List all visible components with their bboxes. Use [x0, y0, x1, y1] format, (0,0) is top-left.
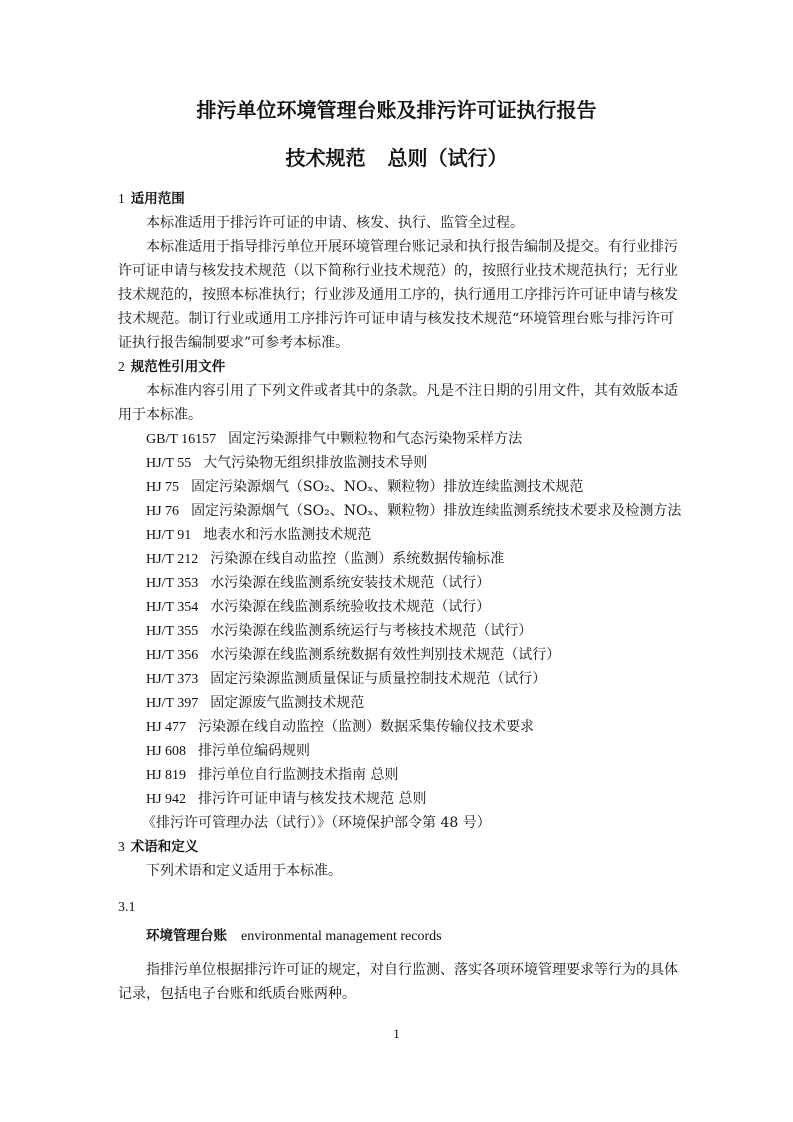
reference-title: 水污染源在线监测系统验收技术规范（试行）: [210, 599, 491, 615]
text-line: 用于本标准。: [118, 407, 202, 423]
reference-title: 地表水和污水监测技术规范: [203, 527, 372, 543]
s1-paragraph-1: [118, 211, 674, 235]
section-title: 术语和定义: [130, 839, 199, 855]
reference-code: HJ 75: [146, 480, 180, 495]
reference-item: [118, 643, 674, 667]
section-1-heading: [118, 187, 674, 211]
text-line: 本标准适用于排污许可证的申请、核发、执行、监管全过程。: [146, 215, 524, 231]
term-definition: [118, 958, 678, 1006]
document-title-line-1: 排污单位环境管理台账及排污许可证执行报告: [196, 98, 597, 122]
reference-code: HJ 819: [146, 768, 187, 783]
reference-item: [118, 451, 674, 475]
term-english: environmental management records: [241, 929, 442, 944]
reference-item: [118, 571, 674, 595]
text-line: 许可证申请与核发技术规范（以下简称行业技术规范）的，按照行业技术规范执行；无行业: [118, 263, 678, 279]
section-number: 3: [118, 839, 125, 854]
reference-code: GB/T 16157: [146, 432, 217, 447]
reference-code: HJ/T 354: [146, 600, 199, 615]
document-title-line-2: [0, 142, 793, 171]
reference-title: 排污单位自行监测技术指南 总则: [198, 767, 399, 783]
reference-title: 污染源在线自动监控（监测）系统数据传输标准: [210, 551, 505, 567]
reference-code: HJ 942: [146, 792, 187, 807]
reference-item: [118, 499, 682, 523]
reference-code: HJ/T 373: [146, 672, 199, 687]
section-title: 适用范围: [130, 191, 185, 207]
reference-item: [118, 619, 674, 643]
section-2-heading: [118, 355, 674, 379]
reference-title: 固定污染源排气中颗粒物和气态污染物采样方法: [228, 431, 523, 447]
reference-code: HJ/T 212: [146, 552, 199, 567]
reference-title: 水污染源在线监测系统数据有效性判别技术规范（试行）: [210, 647, 561, 663]
reference-item: [118, 523, 674, 547]
reference-code: HJ 477: [146, 720, 187, 735]
decree-reference: 《排污许可管理办法（试行）》（环境保护部令第 48 号）: [142, 815, 491, 831]
text-line: 证执行报告编制要求”可参考本标准。: [118, 335, 350, 351]
s3-paragraph-1: [118, 859, 674, 883]
title-part-b: 总则（试行）: [387, 146, 508, 170]
reference-title: 排污单位编码规则: [198, 743, 311, 759]
reference-code: HJ 76: [146, 504, 180, 519]
reference-title: 排污许可证申请与核发技术规范 总则: [198, 791, 427, 807]
reference-title: 水污染源在线监测系统运行与考核技术规范（试行）: [210, 623, 533, 639]
reference-title: 大气污染物无组织排放监测技术导则: [203, 455, 428, 471]
reference-title: 固定源废气监测技术规范: [210, 695, 365, 711]
text-line: 本标准适用于指导排污单位开展环境管理台账记录和执行报告编制及提交。有行业排污: [146, 239, 678, 255]
reference-code: HJ/T 353: [146, 576, 199, 591]
reference-code: HJ/T 91: [146, 528, 192, 543]
reference-item: [118, 547, 674, 571]
text-line: 本标准内容引用了下列文件或者其中的条款。凡是不注日期的引用文件，其有效版本适: [146, 383, 678, 399]
document-body: [118, 187, 682, 1006]
reference-item: [118, 715, 674, 739]
section-3-heading: [118, 835, 674, 859]
reference-item: [118, 691, 674, 715]
reference-item: [118, 787, 674, 811]
reference-item: [118, 595, 674, 619]
section-title: 规范性引用文件: [130, 359, 226, 375]
reference-item: [118, 763, 674, 787]
reference-code: HJ/T 397: [146, 696, 199, 711]
text-line: 技术规范。制订行业或通用工序排污许可证申请与核发技术规范“环境管理台账与排污许可: [118, 311, 674, 327]
reference-item: [118, 427, 674, 451]
subsection-number: 3.1: [118, 900, 136, 915]
reference-title: 污染源在线自动监控（监测）数据采集传输仪技术要求: [198, 719, 535, 735]
section-number: 2: [118, 359, 125, 374]
s2-paragraph-1: [118, 379, 678, 427]
term-chinese: 环境管理台账: [146, 928, 227, 944]
reference-item: [118, 739, 674, 763]
reference-title: 固定污染源烟气（SO₂、NOₓ、颗粒物）排放连续监测技术规范: [191, 479, 584, 495]
reference-title: 固定污染源监测质量保证与质量控制技术规范（试行）: [210, 671, 547, 687]
term-entry: [118, 924, 674, 948]
reference-code: HJ/T 55: [146, 456, 192, 471]
reference-code: HJ/T 355: [146, 624, 199, 639]
text-line: 记录，包括电子台账和纸质台账两种。: [118, 986, 356, 1002]
page-number: 1: [393, 1026, 400, 1041]
reference-list: [118, 427, 682, 811]
section-number: 1: [118, 191, 125, 206]
reference-title: 固定污染源烟气（SO₂、NOₓ、颗粒物）排放连续监测系统技术要求及检测方法: [191, 503, 682, 519]
reference-item: [118, 667, 674, 691]
reference-code: HJ 608: [146, 744, 187, 759]
text-line: 指排污单位根据排污许可证的规定，对自行监测、落实各项环境管理要求等行为的具体: [146, 962, 678, 978]
text-line: 技术规范的，按照本标准执行；行业涉及通用工序的，执行通用工序排污许可证申请与核发: [118, 287, 678, 303]
reference-item: [118, 475, 674, 499]
reference-code: HJ/T 356: [146, 648, 199, 663]
reference-title: 水污染源在线监测系统安装技术规范（试行）: [210, 575, 491, 591]
text-line: 下列术语和定义适用于本标准。: [146, 863, 342, 879]
s1-paragraph-2: [118, 235, 678, 355]
title-part-a: 技术规范: [285, 146, 366, 170]
